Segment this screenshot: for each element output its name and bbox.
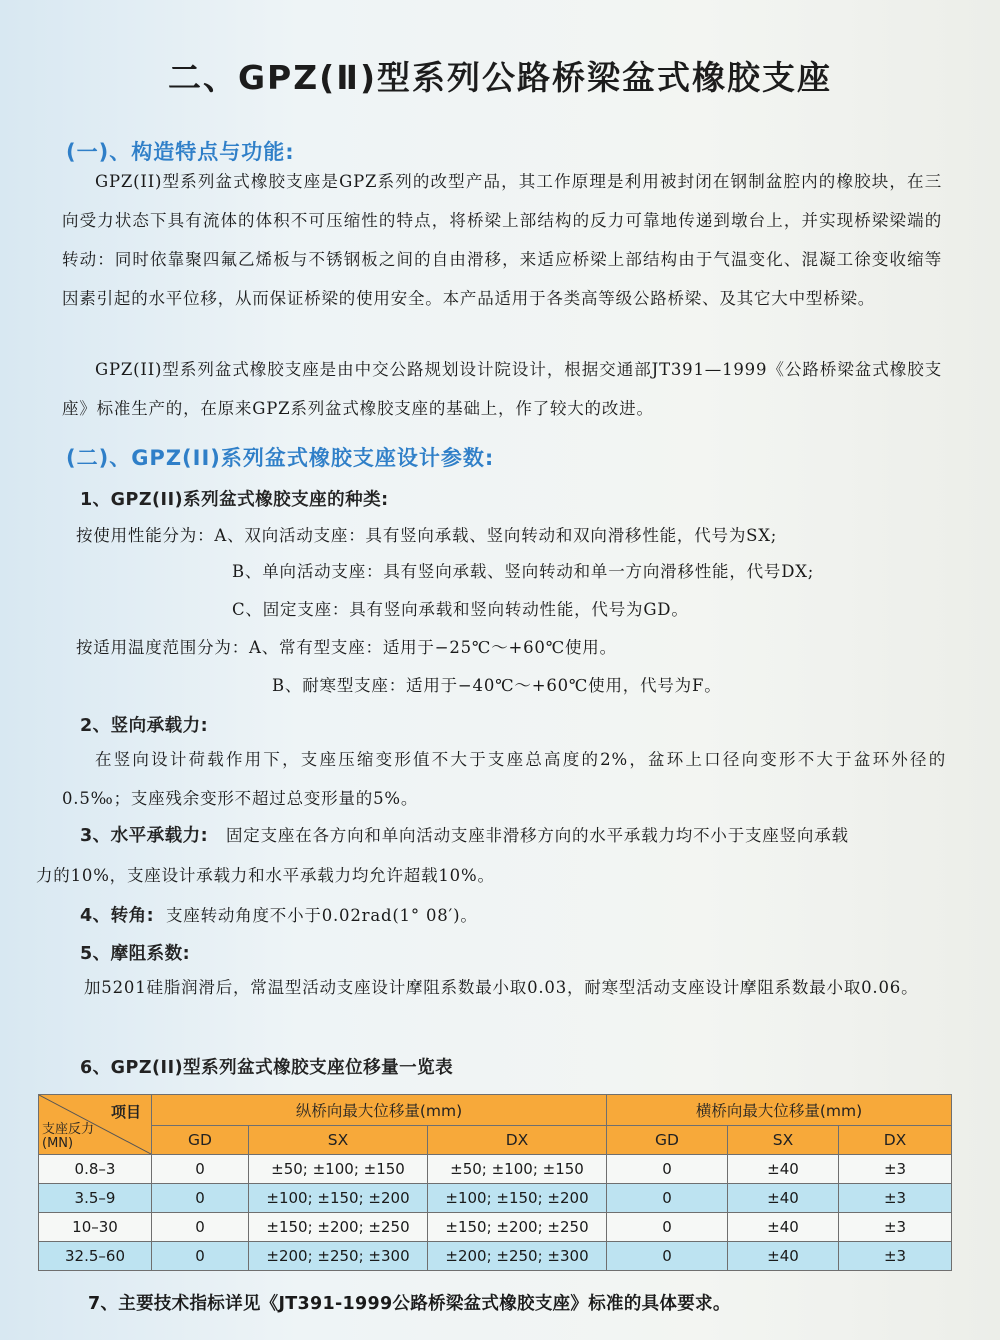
item4-title: 4、转角: bbox=[80, 906, 155, 926]
section-heading-structure: (一)、构造特点与功能: bbox=[66, 140, 295, 164]
item1-type-a: 按使用性能分为：A、双向活动支座：具有竖向承载、竖向转动和双向滑移性能，代号为SX; bbox=[76, 526, 778, 545]
table-cell: ±150; ±200; ±250 bbox=[428, 1213, 607, 1242]
item2-paragraph: 在竖向设计荷载作用下，支座压缩变形值不大于支座总高度的2%，盆环上口径向变形不大于盆环外径的0.5‰；支座残余变形不超过总变形量的5%。 bbox=[62, 750, 946, 808]
table-cell: 0 bbox=[607, 1242, 728, 1271]
corner-reaction-label: 支座反力 (MN) bbox=[42, 1122, 95, 1151]
table-cell: 0 bbox=[152, 1242, 249, 1271]
section-heading-design-params: (二)、GPZ(II)系列盆式橡胶支座设计参数: bbox=[66, 446, 495, 470]
col-header-long-sx: SX bbox=[249, 1126, 428, 1155]
table-cell: ±100; ±150; ±200 bbox=[249, 1184, 428, 1213]
table-cell: ±100; ±150; ±200 bbox=[428, 1184, 607, 1213]
table-cell: 0 bbox=[607, 1155, 728, 1184]
table-row bbox=[39, 1155, 952, 1184]
col-header-trans-sx: SX bbox=[728, 1126, 839, 1155]
col-header-trans-gd: GD bbox=[607, 1126, 728, 1155]
table-cell: 0 bbox=[607, 1184, 728, 1213]
table-cell: ±50; ±100; ±150 bbox=[249, 1155, 428, 1184]
item3-text-line2: 力的10%，支座设计承载力和水平承载力均允许超载10%。 bbox=[36, 866, 495, 885]
table-cell: 0 bbox=[152, 1155, 249, 1184]
table-row bbox=[39, 1184, 952, 1213]
item3-title: 3、水平承载力: bbox=[80, 826, 209, 846]
paragraph-design-origin: GPZ(II)型系列盆式橡胶支座是由中交公路规划设计院设计，根据交通部JT391—1999《公路桥梁盆式橡胶支座》标准生产的，在原来GPZ系列盆式橡胶支座的基础上，作了较大的改进。 bbox=[62, 360, 942, 418]
col-header-trans-dx: DX bbox=[839, 1126, 952, 1155]
page-title: 二、GPZ(Ⅱ)型系列公路桥梁盆式橡胶支座 bbox=[167, 58, 833, 97]
table-cell: 0 bbox=[152, 1213, 249, 1242]
table-cell: 0 bbox=[607, 1213, 728, 1242]
group-header-longitudinal: 纵桥向最大位移量(mm) bbox=[152, 1095, 607, 1126]
table-cell: ±200; ±250; ±300 bbox=[249, 1242, 428, 1271]
col-header-long-dx: DX bbox=[428, 1126, 607, 1155]
table-cell: 10–30 bbox=[39, 1213, 152, 1242]
item1-temp-a: 按适用温度范围分为：A、常有型支座：适用于−25℃～+60℃使用。 bbox=[76, 638, 617, 657]
table-cell: ±3 bbox=[839, 1184, 952, 1213]
table-cell: 3.5–9 bbox=[39, 1184, 152, 1213]
item1-type-b: B、单向活动支座：具有竖向承载、竖向转动和单一方向滑移性能，代号DX; bbox=[232, 562, 815, 581]
table-cell: ±40 bbox=[728, 1213, 839, 1242]
table-cell: 0 bbox=[152, 1184, 249, 1213]
table-cell: ±150; ±200; ±250 bbox=[249, 1213, 428, 1242]
table-row bbox=[39, 1213, 952, 1242]
item2-title: 2、竖向承载力: bbox=[80, 716, 209, 736]
footer-note: 7、主要技术指标详见《JT391-1999公路桥梁盆式橡胶支座》标准的具体要求。 bbox=[88, 1294, 731, 1314]
item4-text: 支座转动角度不小于0.02rad(1° 08′)。 bbox=[166, 906, 478, 925]
displacement-table bbox=[38, 1094, 952, 1271]
table-cell: ±40 bbox=[728, 1155, 839, 1184]
table-cell: ±3 bbox=[839, 1213, 952, 1242]
item1-title: 1、GPZ(II)系列盆式橡胶支座的种类: bbox=[80, 490, 389, 510]
item5-title: 5、摩阻系数: bbox=[80, 944, 191, 964]
table-cell: ±3 bbox=[839, 1242, 952, 1271]
table-cell: ±40 bbox=[728, 1184, 839, 1213]
item1-temp-b: B、耐寒型支座：适用于−40℃～+60℃使用，代号为F。 bbox=[272, 676, 722, 695]
item3-text-line1: 固定支座在各方向和单向活动支座非滑移方向的水平承载力均不小于支座竖向承载 bbox=[226, 826, 849, 845]
item5-paragraph: 加5201硅脂润滑后，常温型活动支座设计摩阻系数最小取0.03，耐寒型活动支座设计摩阻系数最小取0.06。 bbox=[84, 978, 919, 997]
group-header-transverse: 横桥向最大位移量(mm) bbox=[607, 1095, 952, 1126]
item1-type-c: C、固定支座：具有竖向承载和竖向转动性能，代号为GD。 bbox=[232, 600, 689, 619]
table-row bbox=[39, 1242, 952, 1271]
paragraph-structure-function: GPZ(II)型系列盆式橡胶支座是GPZ系列的改型产品，其工作原理是利用被封闭在钢制盆腔内的橡胶块，在三向受力状态下具有流体的体积不可压缩性的特点，将桥梁上部结构的反力可靠地传递到墩台上，并实现桥梁梁端的转动：同时依靠聚四氟乙烯板与不锈钢板之间的自由滑移，来适应桥梁上部结构由于气温变化、混凝工徐变收缩等因素引起的水平位移，从而保证桥梁的使用安全。本产品适用于各类高等级公路桥梁、及其它大中型桥梁。 bbox=[62, 172, 942, 308]
table-cell: ±200; ±250; ±300 bbox=[428, 1242, 607, 1271]
table-corner-header bbox=[39, 1095, 152, 1155]
table-cell: ±40 bbox=[728, 1242, 839, 1271]
table-cell: ±3 bbox=[839, 1155, 952, 1184]
item6-title: 6、GPZ(II)型系列盆式橡胶支座位移量一览表 bbox=[80, 1058, 454, 1078]
table-cell: 32.5–60 bbox=[39, 1242, 152, 1271]
col-header-long-gd: GD bbox=[152, 1126, 249, 1155]
corner-item-label: 项目 bbox=[110, 1103, 141, 1121]
table-cell: ±50; ±100; ±150 bbox=[428, 1155, 607, 1184]
table-cell: 0.8–3 bbox=[39, 1155, 152, 1184]
